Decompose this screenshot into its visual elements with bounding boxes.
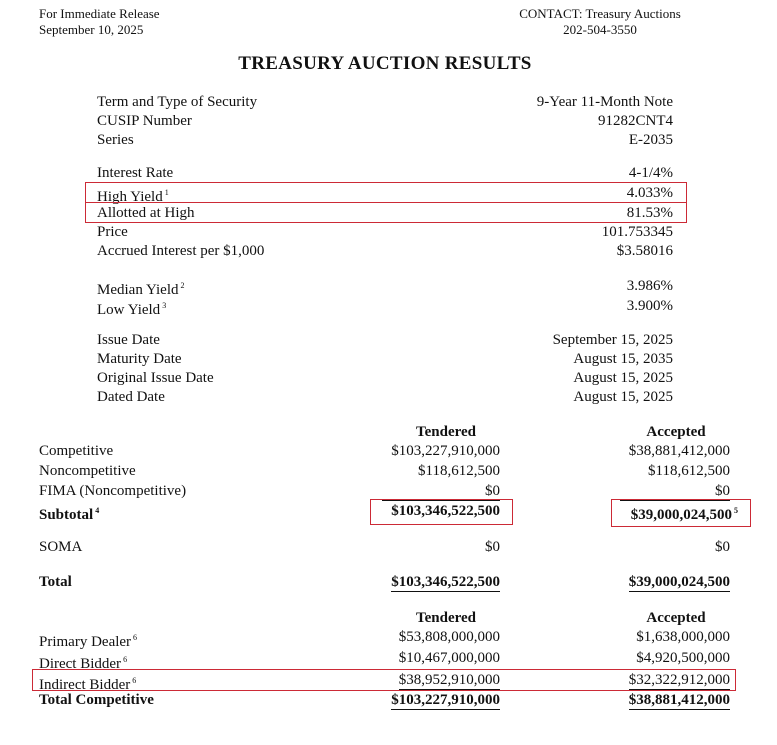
term-value: 9-Year 11-Month Note	[536, 94, 673, 110]
accrued-value: $3.58016	[616, 243, 673, 259]
noncompetitive-label: Noncompetitive	[39, 463, 136, 479]
competitive-accepted: $38,881,412,000	[628, 443, 730, 459]
indirect-bidder-accepted: $32,322,912,000	[628, 672, 730, 688]
subtotal-label: Subtotal $^4$	[39, 506, 100, 523]
accepted-header: Accepted	[646, 424, 706, 440]
direct-bidder-accepted: $4,920,500,000	[636, 650, 730, 666]
total-competitive-tendered: $103,227,910,000	[391, 692, 500, 708]
soma-tendered: $0	[485, 539, 500, 555]
footnote-marker: 6	[123, 655, 128, 664]
allotted-label: Allotted at High	[97, 205, 195, 221]
page-title: TREASURY AUCTION RESULTS	[238, 53, 532, 74]
series-label: Series	[97, 132, 134, 148]
total-accepted: $39,000,024,500	[628, 574, 730, 590]
competitive-tendered: $103,227,910,000	[391, 443, 500, 459]
low-yield-value: 3.900%	[626, 298, 673, 314]
series-value: E-2035	[628, 132, 673, 148]
indirect-bidder-label: Indirect Bidder $^6$	[39, 676, 137, 693]
footnote-marker: 1	[164, 188, 169, 197]
primary-dealer-label: Primary Dealer $^6$	[39, 633, 138, 650]
soma-accepted: $0	[715, 539, 730, 555]
price-value: 101.753345	[601, 224, 673, 240]
noncompetitive-accepted: $118,612,500	[648, 463, 730, 479]
maturity-date-label: Maturity Date	[97, 351, 182, 367]
original-issue-date-label: Original Issue Date	[97, 370, 214, 386]
footnote-marker: 2	[180, 281, 185, 290]
competitive-tendered-header: Tendered	[415, 610, 476, 626]
footnote-marker: 3	[162, 301, 167, 310]
issue-date-label: Issue Date	[97, 332, 160, 348]
cusip-label: CUSIP Number	[97, 113, 192, 129]
fima-tendered: $0	[382, 482, 500, 501]
interest-rate-value: 4-1/4%	[628, 165, 673, 181]
total-label: Total	[39, 574, 72, 590]
tendered-header: Tendered	[415, 424, 476, 440]
total-tendered: $103,346,522,500	[391, 574, 500, 590]
release-date: September 10, 2025	[39, 22, 144, 37]
footnote-marker: 4	[95, 506, 100, 515]
accrued-label: Accrued Interest per $1,000	[97, 243, 265, 259]
noncompetitive-tendered: $118,612,500	[418, 463, 500, 479]
subtotal-tendered: $103,346,522,500	[391, 503, 500, 519]
interest-rate-label: Interest Rate	[97, 165, 174, 181]
issue-date-value: September 15, 2025	[552, 332, 673, 348]
term-label: Term and Type of Security	[97, 94, 258, 110]
median-yield-label: Median Yield $^2$	[97, 281, 185, 298]
price-label: Price	[97, 224, 128, 240]
maturity-date-value: August 15, 2035	[573, 351, 673, 367]
footnote-marker: 6	[132, 676, 137, 685]
dated-date-label: Dated Date	[97, 389, 165, 405]
primary-dealer-tendered: $53,808,000,000	[398, 629, 500, 645]
soma-label: SOMA	[39, 539, 83, 555]
original-issue-date-value: August 15, 2025	[573, 370, 673, 386]
median-yield-value: 3.986%	[626, 278, 673, 294]
competitive-label: Competitive	[39, 443, 114, 459]
fima-accepted: $0	[620, 482, 730, 501]
dated-date-value: August 15, 2025	[573, 389, 673, 405]
contact-phone: 202-504-3550	[563, 22, 637, 37]
total-competitive-accepted: $38,881,412,000	[628, 692, 730, 708]
high-yield-label: High Yield $^1$	[97, 188, 169, 205]
fima-label: FIMA (Noncompetitive)	[39, 483, 187, 499]
low-yield-label: Low Yield $^3$	[97, 301, 167, 318]
footnote-marker: 5	[734, 506, 738, 515]
primary-dealer-accepted: $1,638,000,000	[636, 629, 730, 645]
contact-line: CONTACT: Treasury Auctions	[519, 6, 681, 21]
cusip-value: 91282CNT4	[598, 113, 673, 129]
competitive-accepted-header: Accepted	[646, 610, 706, 626]
direct-bidder-label: Direct Bidder $^6$	[39, 655, 128, 672]
indirect-bidder-tendered: $38,952,910,000	[398, 672, 500, 688]
allotted-value: 81.53%	[626, 205, 673, 221]
high-yield-value: 4.033%	[626, 185, 673, 201]
subtotal-accepted: $39,000,024,500 $^5$	[630, 506, 738, 523]
direct-bidder-tendered: $10,467,000,000	[398, 650, 500, 666]
release-line: For Immediate Release	[39, 6, 160, 21]
total-competitive-label: Total Competitive	[39, 692, 154, 708]
high-yield-highlight	[85, 182, 687, 203]
footnote-marker: 6	[133, 633, 138, 642]
